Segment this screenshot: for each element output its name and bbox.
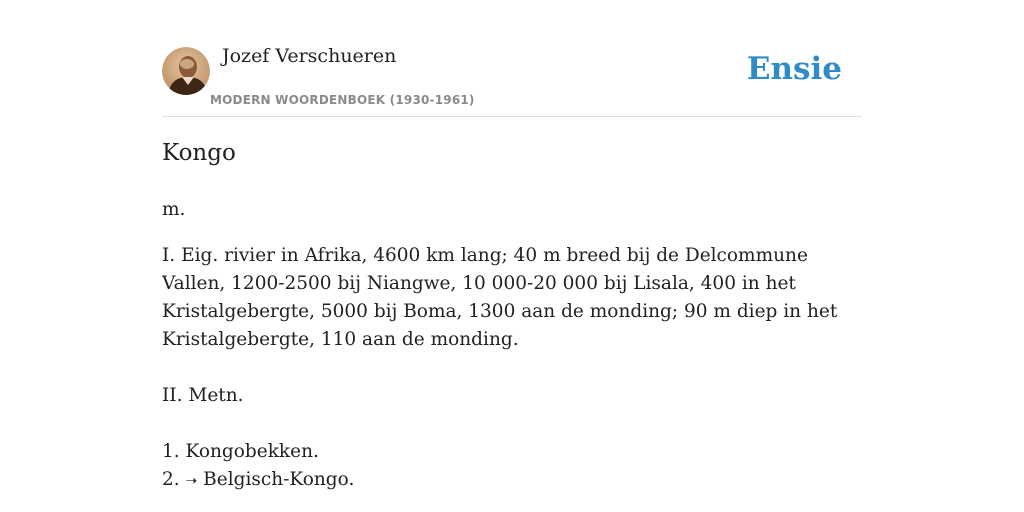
entry-item <box>162 466 862 495</box>
blank-line <box>162 410 862 438</box>
header <box>162 0 862 117</box>
blank-line <box>162 354 862 382</box>
item-number: 2. <box>162 469 180 490</box>
entry-item <box>162 438 862 466</box>
arrow-icon: ➝ <box>185 473 198 489</box>
avatar[interactable] <box>162 47 210 95</box>
entry-body <box>162 196 862 495</box>
entry-section-two: II. Metn. <box>162 385 244 406</box>
author-name[interactable]: Jozef Verschueren <box>222 45 397 67</box>
entry-definition: I. Eig. rivier in Afrika, 4600 km lang; 40 m breed bij de Delcommune Vallen, 1200-2500 bij Niangwe, 10 000-20 000 bij Lisala, 400 in het Kristalgebergte, 5000 bij Boma, 1300 aan de monding; 90 m diep in het Kristalgebergte, 110 aan de monding. <box>162 245 838 350</box>
brand-logo[interactable]: Ensie <box>746 51 842 87</box>
item-number: 1. <box>162 441 180 462</box>
page <box>162 0 862 512</box>
entry-title: Kongo <box>162 140 236 166</box>
item-text: Kongobekken. <box>185 441 319 462</box>
source-label[interactable]: MODERN WOORDENBOEK (1930-1961) <box>210 93 475 107</box>
entry-grammar: m. <box>162 199 186 220</box>
cross-reference-link[interactable]: Belgisch-Kongo. <box>203 469 355 490</box>
